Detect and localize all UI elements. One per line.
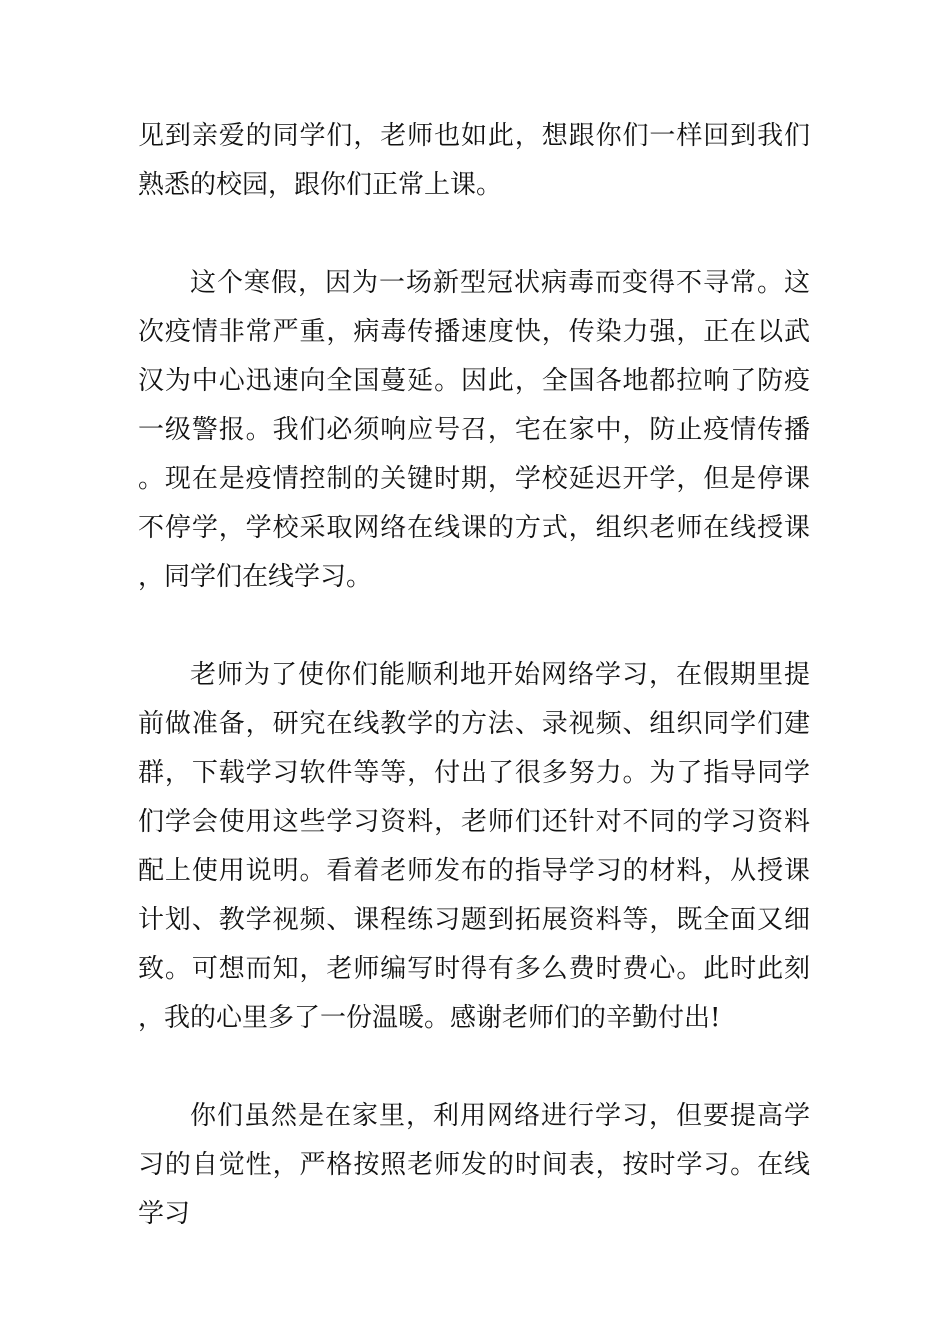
document-body — [138, 112, 810, 1239]
paragraph-3: 老师为了使你们能顺利地开始网络学习，在假期里提前做准备，研究在线教学的方法、录视频、组织同学们建群，下载学习软件等等，付出了很多努力。为了指导同学们学会使用这些学习资料，老师们还针对不同的学习资料配上使用说明。看着老师发布的指导学习的材料，从授课计划、教学视频、课程练习题到拓展资料等，既全面又细致。可想而知，老师编写时得有多么费时费心。此时此刻，我的心里多了一份温暖。感谢老师们的辛勤付出! — [138, 660, 810, 1033]
paragraph-1: 见到亲爱的同学们，老师也如此，想跟你们一样回到我们熟悉的校园，跟你们正常上课。 — [138, 121, 810, 200]
paragraph-4: 你们虽然是在家里，利用网络进行学习，但要提高学习的自觉性，严格按照老师发的时间表，按时学习。在线学习 — [138, 1101, 810, 1229]
paragraph-2: 这个寒假，因为一场新型冠状病毒而变得不寻常。这次疫情非常严重，病毒传播速度快，传染力强，正在以武汉为中心迅速向全国蔓延。因此，全国各地都拉响了防疫一级警报。我们必须响应号召，宅在家中，防止疫情传播。现在是疫情控制的关键时期，学校延迟开学，但是停课不停学，学校采取网络在线课的方式，组织老师在线授课，同学们在线学习。 — [138, 268, 810, 592]
